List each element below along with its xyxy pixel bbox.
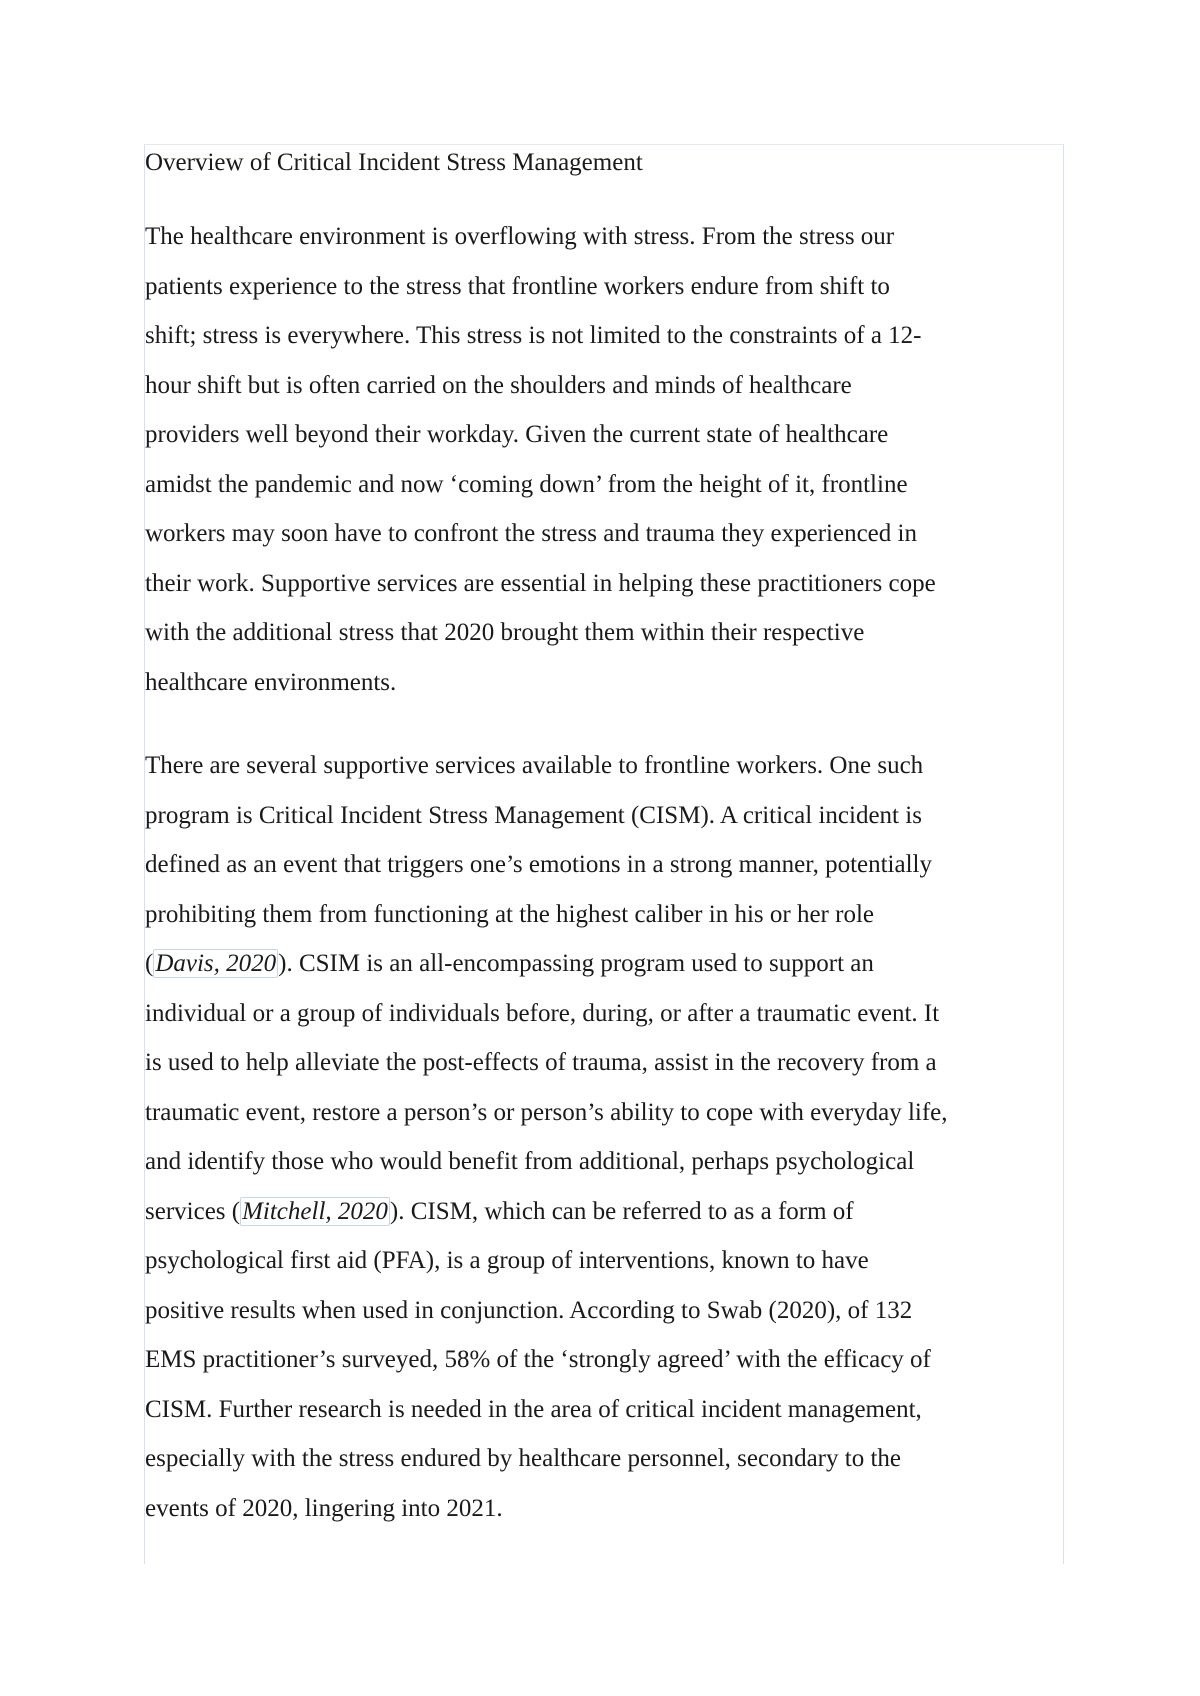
- text-line: The healthcare environment is overflowing with stress. From the stress our: [145, 223, 895, 250]
- text-fragment: ). CISM, which can be referred to as a form of: [389, 1197, 854, 1225]
- text-line: events of 2020, lingering into 2021.: [145, 1494, 503, 1522]
- text-line: program is Critical Incident Stress Management (CISM). A critical incident is: [145, 801, 922, 829]
- text-line: defined as an event that triggers one’s emotions in a strong manner, potentially: [145, 851, 932, 878]
- text-line: shift; stress is everywhere. This stress is not limited to the constraints of a 12-: [145, 322, 922, 349]
- text-line-with-citation: [145, 939, 1065, 989]
- text-line: is used to help alleviate the post-effects of trauma, assist in the recovery from a: [145, 1049, 937, 1076]
- text-line: EMS practitioner’s surveyed, 58% of the ‘strongly agreed’ with the efficacy of: [145, 1346, 931, 1373]
- text-line: individual or a group of individuals before, during, or after a traumatic event. It: [145, 999, 940, 1027]
- text-line: their work. Supportive services are essential in helping these practitioners cope: [145, 569, 936, 597]
- text-line: with the additional stress that 2020 brought them within their respective: [145, 619, 865, 646]
- citation-mitchell-2020[interactable]: Mitchell, 2020: [242, 1197, 388, 1225]
- text-line: prohibiting them from functioning at the highest caliber in his or her role: [145, 900, 874, 928]
- text-fragment: ). CSIM is an all-encompassing program used to support an: [278, 950, 874, 977]
- document-heading: Overview of Critical Incident Stress Management: [145, 149, 643, 176]
- citation-davis-2020[interactable]: Davis, 2020: [155, 950, 277, 977]
- paragraph-cism-services: [145, 741, 1065, 1533]
- text-line: positive results when used in conjunction. According to Swab (2020), of 132: [145, 1296, 913, 1324]
- paragraph-stress-overview: [145, 212, 1065, 707]
- text-fragment: services (: [145, 1197, 241, 1225]
- text-line: providers well beyond their workday. Given the current state of healthcare: [145, 421, 889, 448]
- text-line: amidst the pandemic and now ‘coming down’ from the height of it, frontline: [145, 470, 908, 498]
- text-line: workers may soon have to confront the stress and trauma they experienced in: [145, 520, 917, 547]
- text-line: patients experience to the stress that frontline workers endure from shift to: [145, 272, 890, 300]
- text-line: There are several supportive services available to frontline workers. One such: [145, 752, 924, 779]
- text-line: healthcare environments.: [145, 668, 397, 696]
- text-line: CISM. Further research is needed in the area of critical incident management,: [145, 1395, 922, 1423]
- text-line: traumatic event, restore a person’s or person’s ability to cope with everyday life,: [145, 1098, 948, 1126]
- text-line: and identify those who would benefit from additional, perhaps psychological: [145, 1148, 915, 1175]
- text-line: psychological first aid (PFA), is a group of interventions, known to have: [145, 1247, 869, 1274]
- text-line: hour shift but is often carried on the shoulders and minds of healthcare: [145, 371, 852, 399]
- text-line-with-citation: [145, 1187, 1065, 1237]
- text-line: especially with the stress endured by healthcare personnel, secondary to the: [145, 1445, 901, 1472]
- citation-open-paren: (: [145, 950, 154, 977]
